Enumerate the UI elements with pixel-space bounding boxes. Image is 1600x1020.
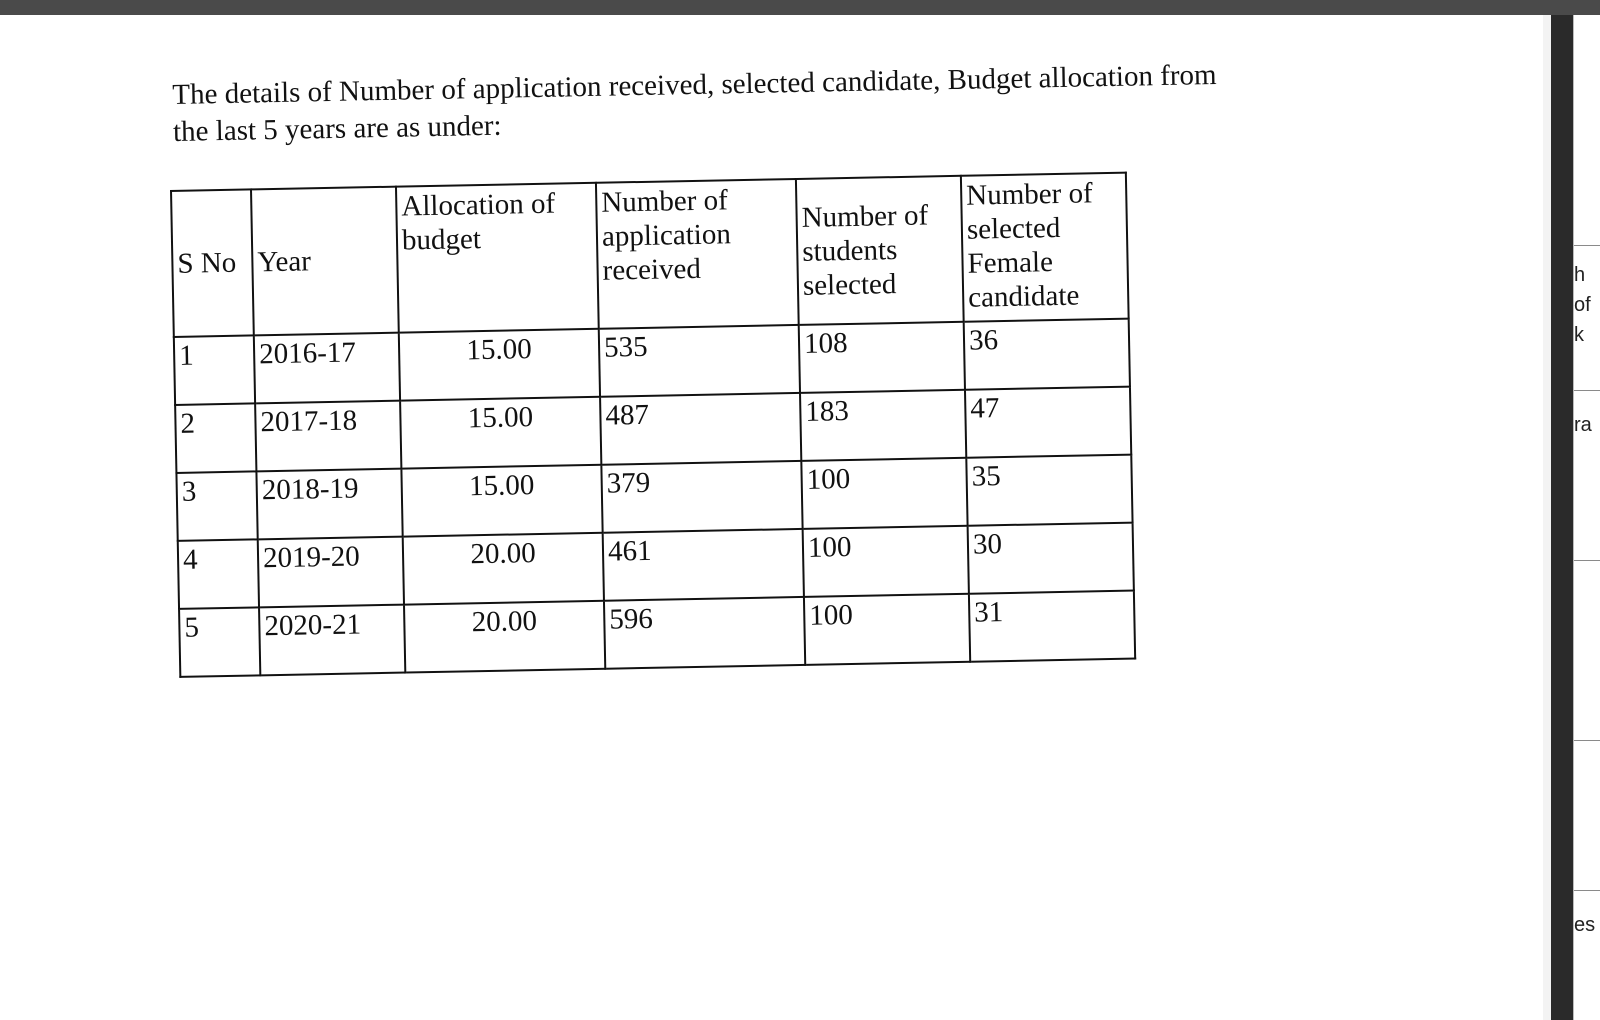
adjacent-window-edge: [1543, 15, 1600, 1020]
cell-female: 31: [969, 591, 1135, 662]
edge-rule: [1574, 245, 1600, 246]
cell-selected: 100: [804, 594, 970, 665]
edge-text-fragment: h: [1574, 264, 1586, 286]
cell-year: 2017-18: [255, 401, 401, 472]
cell-budget: 20.00: [404, 601, 605, 673]
cell-selected: 100: [801, 458, 967, 529]
header-applications: Number of application received: [596, 179, 799, 329]
edge-rule: [1574, 890, 1600, 891]
cell-applications: 461: [603, 529, 804, 601]
cell-sno: 1: [174, 335, 255, 405]
cell-applications: 379: [601, 461, 802, 533]
table-header-row: [171, 173, 1129, 337]
header-sno: S No: [171, 189, 254, 337]
data-table-container: [170, 172, 1136, 678]
cell-female: 36: [964, 319, 1130, 390]
cell-female: 30: [968, 523, 1134, 594]
cell-year: 2016-17: [254, 333, 400, 404]
cell-applications: 487: [600, 393, 801, 465]
cell-budget: 20.00: [403, 533, 604, 605]
intro-line-1: The details of Number of application received, selected candidate, Budget allocation from: [172, 58, 1217, 111]
edge-text-fragment: ra: [1574, 414, 1592, 436]
cell-selected: 183: [800, 390, 966, 461]
cell-applications: 596: [604, 597, 805, 669]
cell-budget: 15.00: [399, 329, 600, 401]
adjacent-page-edge: [1573, 15, 1600, 1020]
window-divider: [1551, 15, 1573, 1020]
data-table: [170, 172, 1136, 678]
cell-selected: 108: [799, 322, 965, 393]
cell-female: 47: [965, 387, 1131, 458]
edge-text-fragment: k: [1574, 324, 1584, 346]
cell-year: 2018-19: [256, 469, 402, 540]
window-top-bar: [0, 0, 1600, 15]
edge-rule: [1574, 390, 1600, 391]
document-page: [0, 15, 1544, 1020]
cell-year: 2020-21: [259, 605, 405, 676]
edge-rule: [1574, 740, 1600, 741]
header-budget: Allocation of budget: [396, 183, 599, 333]
edge-text-fragment: es: [1574, 914, 1596, 936]
cell-sno: 2: [175, 403, 256, 473]
cell-female: 35: [966, 455, 1132, 526]
intro-paragraph: [172, 54, 1353, 151]
edge-rule: [1574, 560, 1600, 561]
cell-selected: 100: [803, 526, 969, 597]
cell-budget: 15.00: [400, 397, 601, 469]
cell-sno: 4: [178, 539, 259, 609]
cell-budget: 15.00: [401, 465, 602, 537]
cell-sno: 3: [176, 471, 257, 541]
header-year: Year: [251, 187, 399, 336]
cell-year: 2019-20: [258, 537, 404, 608]
intro-line-2: the last 5 years are as under:: [172, 109, 502, 148]
cell-sno: 5: [179, 607, 260, 677]
cell-applications: 535: [599, 325, 800, 397]
header-female: Number of selected Female candidate: [961, 173, 1129, 322]
edge-text-fragment: of: [1574, 294, 1591, 316]
header-selected: Number of students selected: [796, 176, 964, 325]
